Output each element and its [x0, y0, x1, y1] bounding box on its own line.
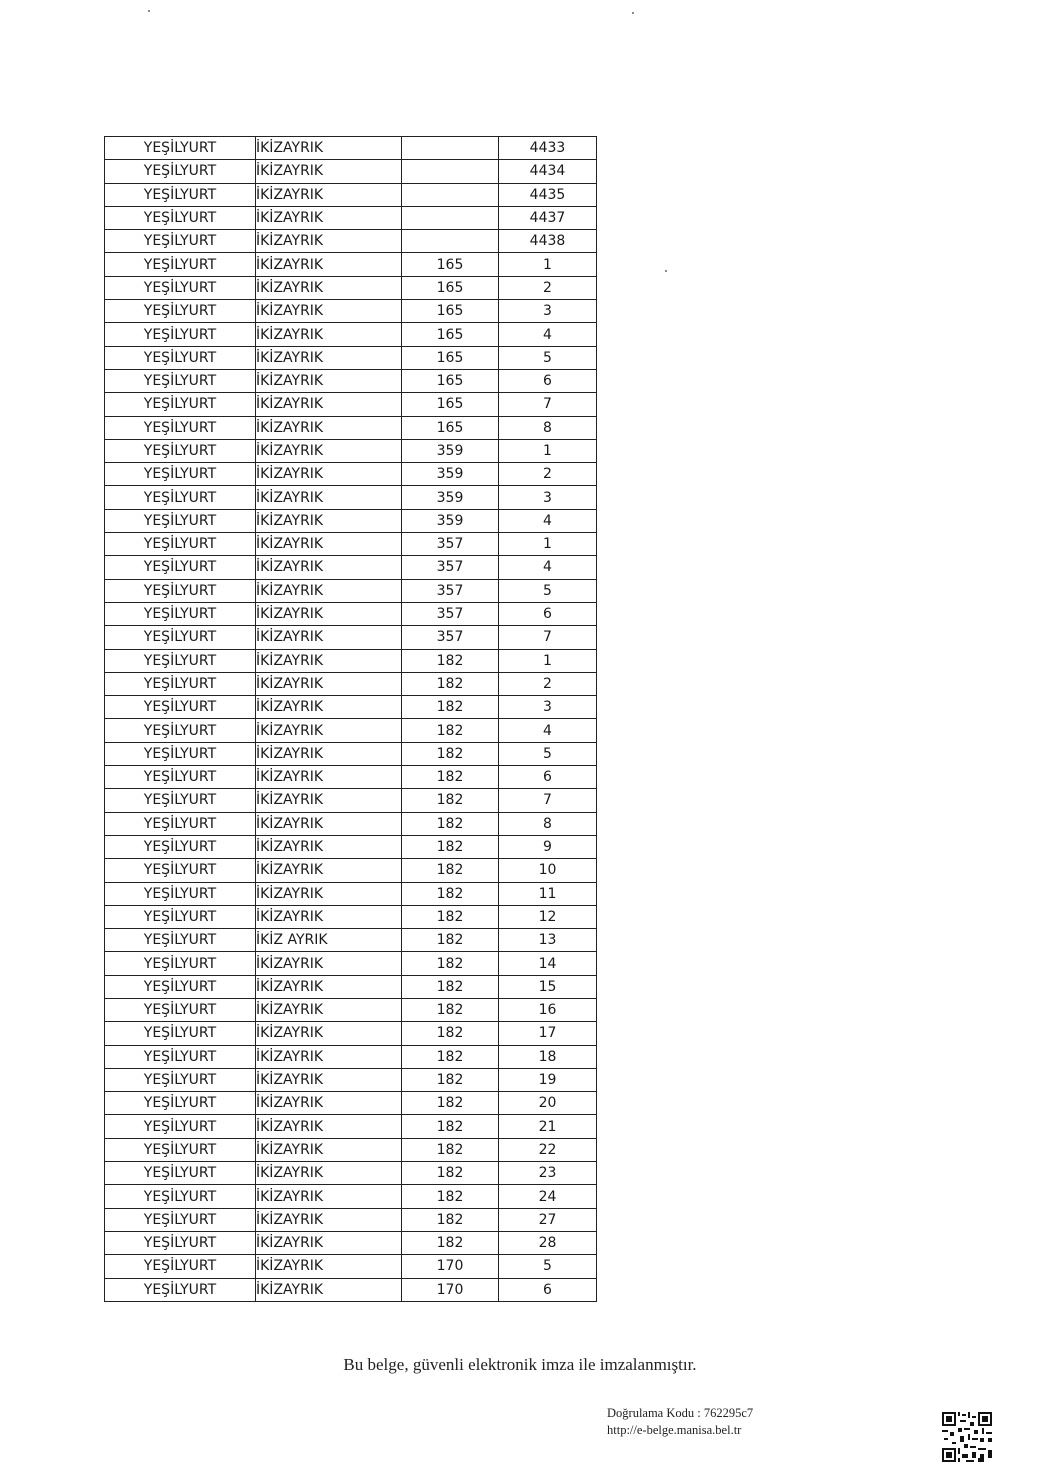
- cell-parcel: 12: [499, 905, 597, 928]
- cell-block: 182: [402, 1115, 499, 1138]
- cell-block: 357: [402, 602, 499, 625]
- scan-speck: [632, 12, 634, 14]
- table-row: [105, 346, 597, 369]
- cell-block: 182: [402, 1185, 499, 1208]
- cell-village: YEŞİLYURT: [105, 789, 256, 812]
- cell-village: YEŞİLYURT: [105, 1092, 256, 1115]
- cell-neighborhood: İKİZAYRIK: [256, 533, 402, 556]
- cell-block: 182: [402, 1092, 499, 1115]
- cell-village: YEŞİLYURT: [105, 1045, 256, 1068]
- table-row: [105, 929, 597, 952]
- cell-village: YEŞİLYURT: [105, 183, 256, 206]
- cell-village: YEŞİLYURT: [105, 952, 256, 975]
- cell-parcel: 4: [499, 719, 597, 742]
- table-row: [105, 393, 597, 416]
- cell-neighborhood: İKİZAYRIK: [256, 276, 402, 299]
- cell-parcel: 20: [499, 1092, 597, 1115]
- cell-parcel: 4: [499, 323, 597, 346]
- cell-village: YEŞİLYURT: [105, 812, 256, 835]
- table-row: [105, 672, 597, 695]
- cell-village: YEŞİLYURT: [105, 300, 256, 323]
- cell-block: 170: [402, 1278, 499, 1301]
- cell-parcel: 18: [499, 1045, 597, 1068]
- cell-parcel: 2: [499, 276, 597, 299]
- cell-neighborhood: İKİZAYRIK: [256, 1278, 402, 1301]
- cell-block: 165: [402, 369, 499, 392]
- table-row: [105, 1255, 597, 1278]
- cell-parcel: 4433: [499, 137, 597, 160]
- cell-neighborhood: İKİZAYRIK: [256, 1162, 402, 1185]
- table-row: [105, 416, 597, 439]
- cell-village: YEŞİLYURT: [105, 602, 256, 625]
- table-row: [105, 137, 597, 160]
- cell-parcel: 6: [499, 369, 597, 392]
- table-row: [105, 789, 597, 812]
- cell-parcel: 5: [499, 1255, 597, 1278]
- cell-block: 182: [402, 696, 499, 719]
- cell-block: 182: [402, 766, 499, 789]
- cell-neighborhood: İKİZAYRIK: [256, 393, 402, 416]
- table-row: [105, 230, 597, 253]
- table-row: [105, 602, 597, 625]
- table-row: [105, 556, 597, 579]
- table-row: [105, 463, 597, 486]
- table-row: [105, 812, 597, 835]
- cell-neighborhood: İKİZAYRIK: [256, 719, 402, 742]
- table-row: [105, 1092, 597, 1115]
- cell-neighborhood: İKİZAYRIK: [256, 1068, 402, 1091]
- cell-village: YEŞİLYURT: [105, 626, 256, 649]
- table-row: [105, 649, 597, 672]
- table-row: [105, 1115, 597, 1138]
- cell-block: 357: [402, 579, 499, 602]
- cell-neighborhood: İKİZAYRIK: [256, 649, 402, 672]
- cell-neighborhood: İKİZAYRIK: [256, 742, 402, 765]
- cell-village: YEŞİLYURT: [105, 230, 256, 253]
- table-row: [105, 579, 597, 602]
- table-row: [105, 276, 597, 299]
- cell-village: YEŞİLYURT: [105, 998, 256, 1021]
- table-row: [105, 766, 597, 789]
- cell-parcel: 5: [499, 346, 597, 369]
- cell-parcel: 22: [499, 1138, 597, 1161]
- cell-village: YEŞİLYURT: [105, 649, 256, 672]
- cell-block: 182: [402, 812, 499, 835]
- table-row: [105, 323, 597, 346]
- cell-parcel: 3: [499, 486, 597, 509]
- cell-neighborhood: İKİZAYRIK: [256, 346, 402, 369]
- cell-village: YEŞİLYURT: [105, 975, 256, 998]
- cell-village: YEŞİLYURT: [105, 1068, 256, 1091]
- cell-parcel: 4: [499, 556, 597, 579]
- cell-neighborhood: İKİZAYRIK: [256, 137, 402, 160]
- table-row: [105, 206, 597, 229]
- cell-neighborhood: İKİZAYRIK: [256, 696, 402, 719]
- cell-neighborhood: İKİZAYRIK: [256, 789, 402, 812]
- table-row: [105, 626, 597, 649]
- cell-block: [402, 206, 499, 229]
- cell-parcel: 14: [499, 952, 597, 975]
- cell-block: 182: [402, 1068, 499, 1091]
- cell-village: YEŞİLYURT: [105, 416, 256, 439]
- cell-neighborhood: İKİZAYRIK: [256, 1185, 402, 1208]
- cell-village: YEŞİLYURT: [105, 509, 256, 532]
- cell-parcel: 16: [499, 998, 597, 1021]
- cell-parcel: 10: [499, 859, 597, 882]
- cell-neighborhood: İKİZAYRIK: [256, 835, 402, 858]
- cell-village: YEŞİLYURT: [105, 859, 256, 882]
- cell-parcel: 8: [499, 416, 597, 439]
- cell-parcel: 6: [499, 766, 597, 789]
- cell-village: YEŞİLYURT: [105, 1255, 256, 1278]
- scan-speck: [148, 10, 150, 12]
- cell-block: 182: [402, 719, 499, 742]
- cell-village: YEŞİLYURT: [105, 1231, 256, 1254]
- verification-url[interactable]: http://e-belge.manisa.bel.tr: [607, 1423, 742, 1437]
- cell-block: 182: [402, 905, 499, 928]
- cell-block: 359: [402, 463, 499, 486]
- cell-parcel: 6: [499, 602, 597, 625]
- cell-parcel: 4434: [499, 160, 597, 183]
- cell-village: YEŞİLYURT: [105, 137, 256, 160]
- cell-neighborhood: İKİZAYRIK: [256, 463, 402, 486]
- cell-parcel: 4437: [499, 206, 597, 229]
- cell-block: 165: [402, 416, 499, 439]
- cell-parcel: 11: [499, 882, 597, 905]
- cell-parcel: 7: [499, 789, 597, 812]
- cell-village: YEŞİLYURT: [105, 463, 256, 486]
- cell-parcel: 5: [499, 742, 597, 765]
- cell-neighborhood: İKİZAYRIK: [256, 812, 402, 835]
- cell-village: YEŞİLYURT: [105, 1115, 256, 1138]
- cell-block: 182: [402, 1138, 499, 1161]
- cell-neighborhood: İKİZAYRIK: [256, 300, 402, 323]
- cell-block: 357: [402, 533, 499, 556]
- cell-block: 182: [402, 975, 499, 998]
- table-row: [105, 300, 597, 323]
- cell-village: YEŞİLYURT: [105, 905, 256, 928]
- cell-neighborhood: İKİZAYRIK: [256, 1092, 402, 1115]
- cell-neighborhood: İKİZAYRIK: [256, 183, 402, 206]
- cell-neighborhood: İKİZAYRIK: [256, 1022, 402, 1045]
- cell-parcel: 3: [499, 696, 597, 719]
- cell-village: YEŞİLYURT: [105, 253, 256, 276]
- cell-block: 165: [402, 393, 499, 416]
- cell-block: 182: [402, 859, 499, 882]
- cell-village: YEŞİLYURT: [105, 1185, 256, 1208]
- cell-neighborhood: İKİZAYRIK: [256, 672, 402, 695]
- cell-neighborhood: İKİZAYRIK: [256, 602, 402, 625]
- cell-neighborhood: İKİZAYRIK: [256, 1231, 402, 1254]
- cell-neighborhood: İKİZAYRIK: [256, 206, 402, 229]
- cell-neighborhood: İKİZAYRIK: [256, 1255, 402, 1278]
- cell-neighborhood: İKİZ AYRIK: [256, 929, 402, 952]
- table-row: [105, 1278, 597, 1301]
- table-row: [105, 975, 597, 998]
- table-row: [105, 859, 597, 882]
- cell-block: 182: [402, 1162, 499, 1185]
- cell-neighborhood: İKİZAYRIK: [256, 579, 402, 602]
- cell-neighborhood: İKİZAYRIK: [256, 882, 402, 905]
- cell-village: YEŞİLYURT: [105, 929, 256, 952]
- cell-parcel: 7: [499, 393, 597, 416]
- cell-village: YEŞİLYURT: [105, 1138, 256, 1161]
- cell-parcel: 2: [499, 463, 597, 486]
- cell-village: YEŞİLYURT: [105, 579, 256, 602]
- cell-village: YEŞİLYURT: [105, 1162, 256, 1185]
- table-row: [105, 253, 597, 276]
- table-row: [105, 905, 597, 928]
- cell-block: [402, 183, 499, 206]
- cell-village: YEŞİLYURT: [105, 742, 256, 765]
- cell-village: YEŞİLYURT: [105, 369, 256, 392]
- table-row: [105, 1138, 597, 1161]
- cell-neighborhood: İKİZAYRIK: [256, 416, 402, 439]
- cell-parcel: 2: [499, 672, 597, 695]
- table-row: [105, 160, 597, 183]
- table-row: [105, 1068, 597, 1091]
- cell-village: YEŞİLYURT: [105, 533, 256, 556]
- cell-village: YEŞİLYURT: [105, 672, 256, 695]
- cell-parcel: 28: [499, 1231, 597, 1254]
- cell-village: YEŞİLYURT: [105, 486, 256, 509]
- cell-neighborhood: İKİZAYRIK: [256, 975, 402, 998]
- cell-parcel: 6: [499, 1278, 597, 1301]
- table-row: [105, 1185, 597, 1208]
- cell-block: 182: [402, 1231, 499, 1254]
- cell-neighborhood: İKİZAYRIK: [256, 160, 402, 183]
- cell-village: YEŞİLYURT: [105, 1278, 256, 1301]
- cell-neighborhood: İKİZAYRIK: [256, 952, 402, 975]
- table-row: [105, 1162, 597, 1185]
- cell-neighborhood: İKİZAYRIK: [256, 486, 402, 509]
- table-row: [105, 696, 597, 719]
- cell-parcel: 1: [499, 649, 597, 672]
- cell-parcel: 19: [499, 1068, 597, 1091]
- cell-parcel: 27: [499, 1208, 597, 1231]
- cell-parcel: 8: [499, 812, 597, 835]
- cell-parcel: 9: [499, 835, 597, 858]
- cell-village: YEŞİLYURT: [105, 160, 256, 183]
- table-row: [105, 719, 597, 742]
- cell-village: YEŞİLYURT: [105, 696, 256, 719]
- cell-block: 182: [402, 649, 499, 672]
- cell-block: 165: [402, 276, 499, 299]
- table-row: [105, 1208, 597, 1231]
- cell-parcel: 24: [499, 1185, 597, 1208]
- cell-neighborhood: İKİZAYRIK: [256, 998, 402, 1021]
- cell-block: 359: [402, 486, 499, 509]
- table-row: [105, 1045, 597, 1068]
- cell-village: YEŞİLYURT: [105, 766, 256, 789]
- cell-parcel: 4: [499, 509, 597, 532]
- cell-block: [402, 230, 499, 253]
- cell-village: YEŞİLYURT: [105, 835, 256, 858]
- cell-neighborhood: İKİZAYRIK: [256, 1045, 402, 1068]
- verification-block: [607, 1405, 753, 1439]
- verification-code: Doğrulama Kodu : 762295c7: [607, 1406, 754, 1420]
- cell-block: 182: [402, 882, 499, 905]
- cell-block: [402, 160, 499, 183]
- cell-parcel: 4438: [499, 230, 597, 253]
- table-row: [105, 998, 597, 1021]
- cell-neighborhood: İKİZAYRIK: [256, 905, 402, 928]
- table-row: [105, 1022, 597, 1045]
- cell-parcel: 4435: [499, 183, 597, 206]
- cell-block: 182: [402, 789, 499, 812]
- cell-block: 182: [402, 1045, 499, 1068]
- cell-block: 165: [402, 323, 499, 346]
- cell-village: YEŞİLYURT: [105, 323, 256, 346]
- cell-block: 182: [402, 835, 499, 858]
- cell-block: 182: [402, 742, 499, 765]
- cell-village: YEŞİLYURT: [105, 346, 256, 369]
- cell-neighborhood: İKİZAYRIK: [256, 859, 402, 882]
- cell-parcel: 17: [499, 1022, 597, 1045]
- cell-village: YEŞİLYURT: [105, 1022, 256, 1045]
- table-row: [105, 952, 597, 975]
- cell-neighborhood: İKİZAYRIK: [256, 439, 402, 462]
- cell-village: YEŞİLYURT: [105, 439, 256, 462]
- cell-village: YEŞİLYURT: [105, 276, 256, 299]
- cell-village: YEŞİLYURT: [105, 393, 256, 416]
- cell-parcel: 7: [499, 626, 597, 649]
- parcel-table-body: [105, 137, 597, 1302]
- cell-block: 182: [402, 929, 499, 952]
- cell-parcel: 1: [499, 253, 597, 276]
- cell-neighborhood: İKİZAYRIK: [256, 369, 402, 392]
- cell-block: 182: [402, 1022, 499, 1045]
- cell-parcel: 3: [499, 300, 597, 323]
- cell-parcel: 23: [499, 1162, 597, 1185]
- cell-village: YEŞİLYURT: [105, 556, 256, 579]
- cell-neighborhood: İKİZAYRIK: [256, 1115, 402, 1138]
- cell-block: 165: [402, 300, 499, 323]
- cell-parcel: 1: [499, 439, 597, 462]
- cell-neighborhood: İKİZAYRIK: [256, 766, 402, 789]
- table-row: [105, 835, 597, 858]
- cell-parcel: 13: [499, 929, 597, 952]
- cell-neighborhood: İKİZAYRIK: [256, 1208, 402, 1231]
- cell-neighborhood: İKİZAYRIK: [256, 556, 402, 579]
- cell-parcel: 15: [499, 975, 597, 998]
- cell-village: YEŞİLYURT: [105, 206, 256, 229]
- cell-block: 182: [402, 952, 499, 975]
- cell-block: [402, 137, 499, 160]
- cell-parcel: 5: [499, 579, 597, 602]
- cell-block: 359: [402, 509, 499, 532]
- cell-village: YEŞİLYURT: [105, 1208, 256, 1231]
- cell-village: YEŞİLYURT: [105, 882, 256, 905]
- table-row: [105, 369, 597, 392]
- parcel-table: [104, 136, 597, 1302]
- table-row: [105, 509, 597, 532]
- cell-block: 182: [402, 998, 499, 1021]
- table-row: [105, 1231, 597, 1254]
- cell-block: 182: [402, 672, 499, 695]
- qr-code-icon: [942, 1412, 992, 1462]
- cell-block: 165: [402, 253, 499, 276]
- table-row: [105, 742, 597, 765]
- table-row: [105, 486, 597, 509]
- table-row: [105, 439, 597, 462]
- cell-neighborhood: İKİZAYRIK: [256, 509, 402, 532]
- cell-village: YEŞİLYURT: [105, 719, 256, 742]
- signature-note: Bu belge, güvenli elektronik imza ile imzalanmıştır.: [343, 1355, 697, 1374]
- cell-neighborhood: İKİZAYRIK: [256, 626, 402, 649]
- cell-parcel: 21: [499, 1115, 597, 1138]
- cell-neighborhood: İKİZAYRIK: [256, 323, 402, 346]
- table-row: [105, 183, 597, 206]
- cell-block: 165: [402, 346, 499, 369]
- scan-speck: [665, 270, 667, 272]
- cell-block: 359: [402, 439, 499, 462]
- cell-parcel: 1: [499, 533, 597, 556]
- table-row: [105, 882, 597, 905]
- cell-block: 357: [402, 556, 499, 579]
- table-row: [105, 533, 597, 556]
- cell-neighborhood: İKİZAYRIK: [256, 1138, 402, 1161]
- cell-block: 170: [402, 1255, 499, 1278]
- cell-neighborhood: İKİZAYRIK: [256, 253, 402, 276]
- cell-neighborhood: İKİZAYRIK: [256, 230, 402, 253]
- cell-block: 357: [402, 626, 499, 649]
- cell-block: 182: [402, 1208, 499, 1231]
